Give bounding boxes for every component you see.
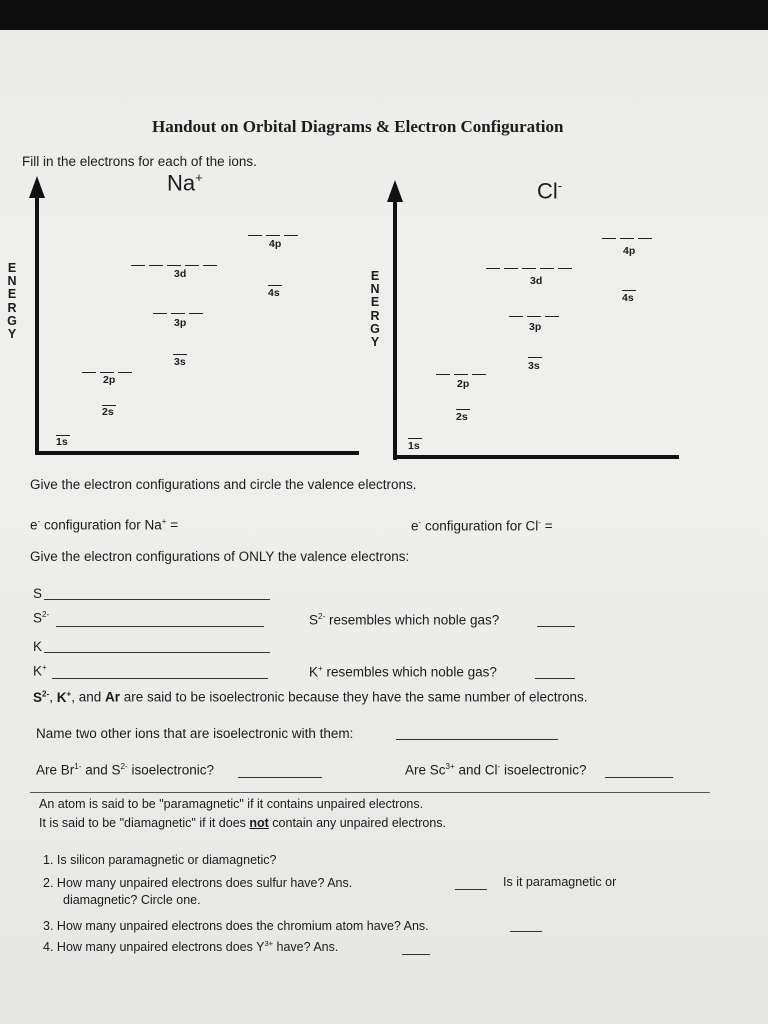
question-kplus-noble-gas: K+ resembles which noble gas? bbox=[309, 664, 497, 680]
orbital-label-4p: 4p bbox=[269, 238, 282, 250]
answer-line-s2[interactable] bbox=[56, 626, 264, 627]
baseline-axis bbox=[393, 455, 679, 459]
question-sc-cl-isoelectronic: Are $Sc^{3+}$ and Cl- isoelectronic? bbox=[405, 762, 587, 778]
page-title: Handout on Orbital Diagrams & Electron Configuration bbox=[152, 117, 564, 136]
energy-arrow-up-icon bbox=[387, 180, 403, 202]
paramagnetic-definition: An atom is said to be "paramagnetic" if it contains unpaired electrons. bbox=[39, 797, 424, 811]
top-dark-band bbox=[0, 0, 768, 30]
energy-axis-label: E N E R G Y bbox=[370, 269, 380, 350]
answer-line-k[interactable] bbox=[44, 652, 270, 653]
question-2-line2: diamagnetic? Circle one. bbox=[63, 893, 201, 907]
species-s-label: S bbox=[33, 586, 43, 601]
question-2-tail: Is it paramagnetic or bbox=[503, 875, 617, 889]
species-s2-label: $S^{2-}$ bbox=[33, 610, 50, 626]
orbital-label-3d: 3d bbox=[174, 268, 187, 280]
ion-label-cl: Cl- bbox=[537, 178, 563, 204]
species-kplus-label: K+ bbox=[33, 663, 47, 679]
question-valence-only: Give the electron configurations of ONLY the valence electrons: bbox=[30, 549, 410, 564]
answer-line-kplus[interactable] bbox=[52, 678, 268, 679]
answer-line-br-s[interactable] bbox=[238, 777, 322, 778]
orbital-label-3d: 3d bbox=[530, 275, 543, 287]
instruction-text: Fill in the electrons for each of the ions. bbox=[22, 154, 257, 169]
config-na-label: e- configuration for Na+ = bbox=[30, 517, 179, 533]
answer-line-s[interactable] bbox=[44, 599, 270, 600]
ion-label-na: Na+ bbox=[167, 170, 203, 196]
question-s2-noble-gas: $S^{2-}$ resembles which noble gas? bbox=[309, 612, 500, 628]
question-4: 4. How many unpaired electrons does $Y^{3+}$ have? Ans. bbox=[43, 939, 339, 955]
section-divider bbox=[30, 792, 710, 793]
question-valence-circle: Give the electron configurations and circle the valence electrons. bbox=[30, 477, 417, 492]
species-k-label: K bbox=[33, 639, 43, 654]
orbital-label-2p: 2p bbox=[103, 374, 116, 386]
isoelectronic-statement: $S^{2-}$, K+, and Ar are said to be isoelectronic because they have the same number of electrons. bbox=[33, 689, 588, 705]
question-3: 3. How many unpaired electrons does the chromium atom have? Ans. bbox=[43, 919, 429, 933]
orbital-label-1s: 1s bbox=[408, 440, 420, 452]
orbital-label-3s: 3s bbox=[528, 360, 540, 372]
orbital-label-3p: 3p bbox=[174, 317, 187, 329]
answer-line-q3[interactable] bbox=[510, 931, 542, 932]
question-2: 2. How many unpaired electrons does sulfur have? Ans. bbox=[43, 876, 353, 890]
orbital-label-4s: 4s bbox=[268, 287, 280, 299]
orbital-label-4p: 4p bbox=[623, 245, 636, 257]
energy-axis-vertical bbox=[35, 196, 39, 454]
orbital-label-4s: 4s bbox=[622, 292, 634, 304]
orbital-label-3s: 3s bbox=[174, 356, 186, 368]
energy-axis-label: E N E R G Y bbox=[7, 261, 17, 342]
question-name-two-ions: Name two other ions that are isoelectronic with them: bbox=[36, 726, 354, 741]
orbital-label-3p: 3p bbox=[529, 321, 542, 333]
orbital-label-1s: 1s bbox=[56, 436, 68, 448]
answer-line-q4[interactable] bbox=[402, 954, 430, 955]
answer-line-kplus-noble-gas[interactable] bbox=[535, 678, 575, 679]
orbital-label-2s: 2s bbox=[456, 411, 468, 423]
answer-line-s2-noble-gas[interactable] bbox=[537, 626, 575, 627]
question-1: 1. Is silicon paramagnetic or diamagnetic? bbox=[43, 853, 277, 867]
energy-arrow-up-icon bbox=[29, 176, 45, 198]
answer-line-sc-cl[interactable] bbox=[605, 777, 673, 778]
energy-axis-vertical bbox=[393, 200, 397, 460]
diamagnetic-definition: It is said to be "diamagnetic" if it does not contain any unpaired electrons. bbox=[39, 816, 447, 830]
baseline-axis bbox=[35, 451, 359, 455]
orbital-label-2s: 2s bbox=[102, 406, 114, 418]
answer-line-q2[interactable] bbox=[455, 889, 487, 890]
config-cl-label: e- configuration for Cl- = bbox=[411, 518, 553, 534]
answer-line-name-two-ions[interactable] bbox=[396, 739, 558, 740]
orbital-label-2p: 2p bbox=[457, 378, 470, 390]
question-br-s-isoelectronic: Are $Br^{1-}$ and $S^{2-}$ isoelectronic? bbox=[36, 762, 214, 778]
